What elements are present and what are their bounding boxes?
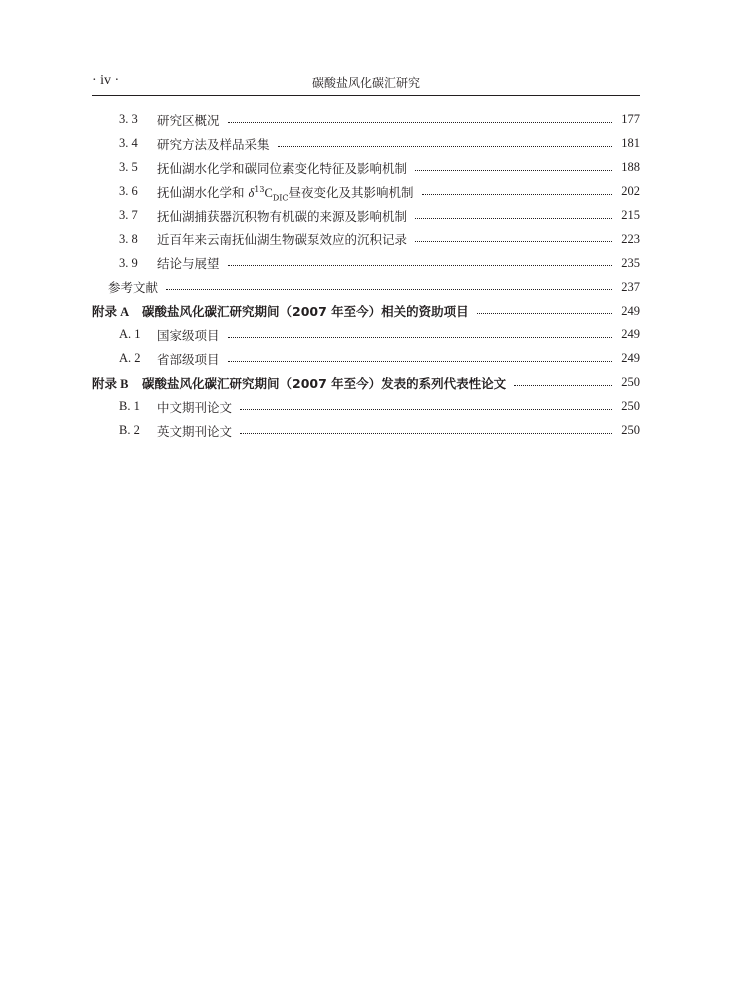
toc-entry-page: 188 (621, 160, 640, 175)
toc-entry-page: 235 (621, 255, 640, 270)
toc-entry-title: 研究区概况 (157, 112, 220, 128)
dot-leader (228, 360, 612, 362)
toc-entry-3-7[interactable] (92, 204, 640, 228)
toc-entry-page: 181 (621, 136, 640, 151)
toc-entry-number: 3. 9 (119, 255, 138, 270)
toc-entry-title: 近百年来云南抚仙湖生物碳泵效应的沉积记录 (157, 232, 408, 248)
toc-entry-3-3[interactable] (92, 108, 640, 132)
title-prefix: 抚仙湖水化学和 (157, 184, 249, 200)
toc-entry-3-9[interactable] (92, 251, 640, 275)
toc-entry-3-8[interactable] (92, 227, 640, 251)
toc-entry-number: A. 2 (119, 351, 141, 366)
toc-entry-number: 3. 8 (119, 231, 138, 246)
toc-entry-title: 研究方法及样品采集 (157, 136, 270, 152)
toc-entry-b-1[interactable] (92, 395, 640, 419)
toc-entry-number: 3. 6 (119, 184, 138, 199)
dic-subscript: DIC (272, 193, 289, 203)
toc-entry-appendix-b[interactable] (92, 371, 640, 395)
toc-entry-number: 附录 B (92, 376, 129, 391)
toc-entry-title: 碳酸盐风化碳汇研究期间（2007 年至今）发表的系列代表性论文 (142, 375, 507, 391)
toc-entry-number: B. 2 (119, 423, 140, 438)
toc-entry-title: 国家级项目 (157, 327, 220, 343)
dot-leader (228, 264, 612, 266)
toc-entry-page: 215 (621, 208, 640, 222)
page-number: · iv · (92, 73, 120, 88)
toc-entry-title: 省部级项目 (157, 351, 220, 367)
toc-entry-page: 237 (621, 279, 640, 294)
toc-entry-number: B. 1 (119, 399, 140, 414)
running-header (92, 71, 640, 95)
dot-leader (240, 432, 612, 434)
toc-entry-number: A. 1 (119, 327, 141, 342)
toc-entry-title: 抚仙湖捕获器沉积物有机碳的来源及影响机制 (157, 208, 408, 224)
toc-entry-page: 249 (621, 303, 640, 318)
toc-entry-page: 250 (621, 423, 640, 438)
toc-entry-page: 177 (621, 112, 640, 127)
toc-entry-b-2[interactable] (92, 419, 640, 443)
toc-entry-number: 3. 3 (119, 112, 138, 127)
dot-leader (415, 169, 612, 171)
toc-entry-a-1[interactable] (92, 323, 640, 347)
toc-entry-3-5[interactable] (92, 156, 640, 180)
toc-entry-a-2[interactable] (92, 347, 640, 371)
title-suffix: 昼夜变化及其影响机制 (288, 184, 414, 200)
toc-entry-references[interactable] (92, 275, 640, 299)
dot-leader (166, 288, 612, 290)
toc-entry-title: 碳酸盐风化碳汇研究期间（2007 年至今）相关的资助项目 (142, 304, 469, 320)
dot-leader (228, 121, 612, 123)
delta-symbol: δ (248, 185, 255, 200)
header-rule (92, 95, 640, 96)
dot-leader (228, 336, 612, 338)
toc-entry-page: 249 (621, 351, 640, 366)
toc-entry-page: 223 (621, 231, 640, 246)
dot-leader (514, 384, 612, 386)
carbon-symbol: C (264, 185, 273, 200)
toc-entry-page: 202 (621, 184, 640, 199)
toc-entry-title: 英文期刊论文 (157, 423, 233, 439)
toc-entry-number: 3. 5 (119, 160, 138, 175)
toc-entry-title: 抚仙湖水化学和碳同位素变化特征及影响机制 (157, 160, 408, 176)
toc-entry-number: 3. 7 (119, 208, 138, 222)
dot-leader (278, 145, 612, 147)
dot-leader (415, 217, 612, 219)
dot-leader (240, 408, 612, 410)
toc-entry-number: 附录 A (92, 305, 130, 320)
running-title: 碳酸盐风化碳汇研究 (311, 76, 420, 90)
toc-entry-title: 参考文献 (108, 280, 159, 296)
toc-entry-number: 3. 4 (119, 136, 138, 151)
dot-leader (415, 240, 612, 242)
isotope-superscript: 13 (254, 184, 265, 194)
toc-entry-title: 结论与展望 (157, 256, 220, 272)
dot-leader (477, 312, 612, 314)
toc-entry-3-4[interactable] (92, 132, 640, 156)
toc-entry-title (157, 183, 414, 201)
toc-entry-page: 249 (621, 327, 640, 342)
toc-entry-page: 250 (621, 399, 640, 414)
table-of-contents (92, 108, 640, 442)
toc-entry-title: 中文期刊论文 (157, 399, 233, 415)
toc-entry-appendix-a[interactable] (92, 299, 640, 323)
toc-entry-page: 250 (621, 375, 640, 390)
dot-leader (422, 193, 612, 195)
toc-entry-3-6[interactable] (92, 180, 640, 204)
